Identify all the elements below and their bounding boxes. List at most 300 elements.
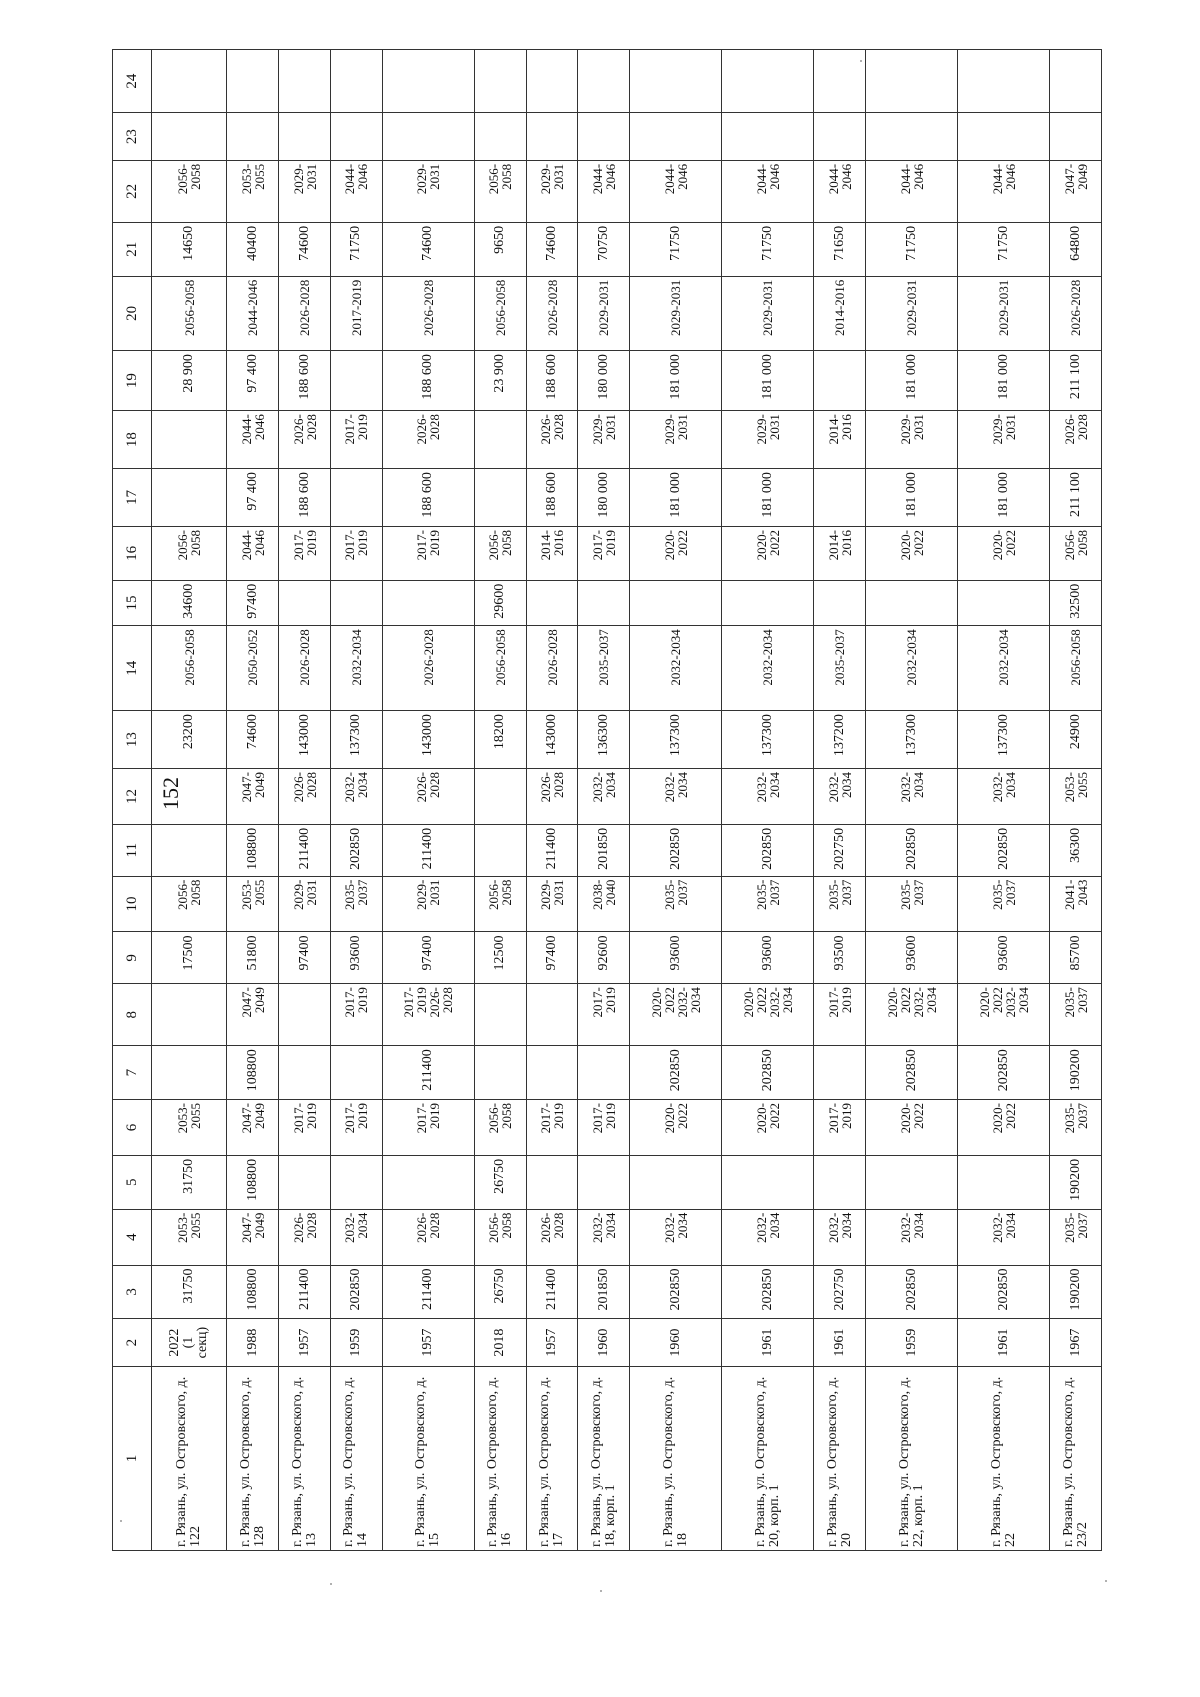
table-cell: 211400: [382, 1265, 474, 1319]
table-cell: [958, 50, 1050, 113]
table-cell: 71750: [630, 222, 722, 276]
table-cell: 2047-2049: [227, 769, 279, 825]
table-row: [526, 50, 578, 1551]
page-number-text: 152: [158, 777, 183, 810]
table-cell: [958, 1155, 1050, 1209]
table-cell: 2056-2058: [474, 1209, 526, 1265]
table-cell: 2032-2034: [578, 1209, 630, 1265]
table-cell: 2044-2046: [814, 160, 866, 222]
scan-speck: [330, 1583, 332, 1585]
table-cell: 211 100: [1050, 469, 1102, 527]
table-cell: 181 000: [866, 469, 958, 527]
table-cell: 2022 (1 секц): [152, 1319, 227, 1367]
table-cell: 2020-2022 2032-2034: [630, 984, 722, 1046]
table-cell: 2026-2028: [382, 411, 474, 469]
table-cell: [382, 50, 474, 113]
column-header: 11: [113, 824, 152, 876]
table-cell: 2035-2037: [958, 876, 1050, 932]
table-cell: 137300: [630, 711, 722, 769]
table-cell: 2044-2046: [330, 160, 382, 222]
table-cell: 2020-2022: [866, 526, 958, 580]
table-cell: 1960: [578, 1319, 630, 1367]
table-cell: [330, 50, 382, 113]
table-cell: 1959: [330, 1319, 382, 1367]
table-cell: 71750: [866, 222, 958, 276]
table-cell: 2014-2016: [526, 526, 578, 580]
table-cell: 211400: [279, 824, 331, 876]
table-cell: 2044-2046: [227, 526, 279, 580]
address-cell: г. Рязань, ул. Островского, д. 20, корп. 1: [722, 1366, 814, 1550]
table-cell: 136300: [578, 711, 630, 769]
table-cell: 51800: [227, 932, 279, 984]
table-cell: 188 600: [382, 469, 474, 527]
table-cell: 2026-2028: [279, 769, 331, 825]
table-row: [227, 50, 279, 1551]
table-cell: 2032-2034: [330, 769, 382, 825]
table-cell: [814, 1155, 866, 1209]
table-cell: 202850: [958, 1265, 1050, 1319]
table-cell: 93500: [814, 932, 866, 984]
table-cell: 188 600: [526, 351, 578, 411]
table-cell: 2041-2043: [1050, 876, 1102, 932]
column-header: 9: [113, 932, 152, 984]
table-cell: 1957: [382, 1319, 474, 1367]
table-cell: 2056-2058: [474, 626, 526, 711]
table-cell: 2029-2031: [722, 276, 814, 350]
column-header: 3: [113, 1265, 152, 1319]
table-cell: 1988: [227, 1319, 279, 1367]
table-row: [152, 50, 227, 1551]
table-cell: [330, 113, 382, 161]
table-cell: 97400: [382, 932, 474, 984]
table-cell: [474, 769, 526, 825]
table-cell: 2035-2037: [578, 626, 630, 711]
table-cell: [382, 1155, 474, 1209]
table-cell: 28 900: [152, 351, 227, 411]
table-cell: [722, 113, 814, 161]
table-cell: 2018: [474, 1319, 526, 1367]
table-cell: [866, 1155, 958, 1209]
address-cell: г. Рязань, ул. Островского, д. 18, корп. 1: [578, 1366, 630, 1550]
column-header: 6: [113, 1100, 152, 1156]
table-row: [279, 50, 331, 1551]
column-header: 10: [113, 876, 152, 932]
table-cell: [866, 113, 958, 161]
address-cell: г. Рязань, ул. Островского, д. 122: [152, 1366, 227, 1550]
table-cell: 202850: [722, 1265, 814, 1319]
table-cell: 202850: [330, 824, 382, 876]
address-cell: г. Рязань, ул. Островского, д. 14: [330, 1366, 382, 1550]
table-cell: 2029-2031: [526, 876, 578, 932]
table-cell: 2032-2034: [630, 1209, 722, 1265]
table-cell: [630, 50, 722, 113]
table-cell: 2026-2028: [1050, 411, 1102, 469]
table-cell: 2044-2046: [958, 160, 1050, 222]
table-cell: 137300: [866, 711, 958, 769]
table-cell: 2053-2055: [152, 1209, 227, 1265]
table-cell: [152, 769, 227, 825]
table-cell: [474, 984, 526, 1046]
table-cell: 2032-2034: [330, 626, 382, 711]
table-cell: [279, 50, 331, 113]
table-cell: 202850: [630, 824, 722, 876]
scan-speck: [120, 1520, 122, 1522]
table-cell: 2014-2016: [814, 276, 866, 350]
table-cell: [474, 824, 526, 876]
table-cell: 2017-2019: [330, 984, 382, 1046]
capital-repair-schedule-table: [112, 49, 1102, 1551]
table-cell: [866, 580, 958, 626]
table-cell: [578, 50, 630, 113]
column-header: 23: [113, 113, 152, 161]
table-cell: [958, 113, 1050, 161]
table-cell: [330, 469, 382, 527]
column-header: 22: [113, 160, 152, 222]
table-cell: 2032-2034: [630, 769, 722, 825]
table-cell: 2050-2052: [227, 626, 279, 711]
table-cell: [474, 50, 526, 113]
address-cell: г. Рязань, ул. Островского, д. 16: [474, 1366, 526, 1550]
table-cell: 64800: [1050, 222, 1102, 276]
table-cell: 23200: [152, 711, 227, 769]
table-cell: 1961: [722, 1319, 814, 1367]
rotated-table-wrapper: [112, 49, 1102, 1551]
table-cell: [1050, 113, 1102, 161]
table-cell: 2032-2034: [866, 626, 958, 711]
table-cell: [814, 1046, 866, 1100]
table-cell: 137300: [722, 711, 814, 769]
table-cell: [578, 580, 630, 626]
table-cell: [279, 1155, 331, 1209]
table-cell: 2032-2034: [814, 1209, 866, 1265]
table-cell: 108800: [227, 824, 279, 876]
table-cell: [330, 580, 382, 626]
table-cell: 1961: [958, 1319, 1050, 1367]
table-cell: 181 000: [722, 469, 814, 527]
table-cell: 108800: [227, 1046, 279, 1100]
table-cell: 2017-2019: [814, 984, 866, 1046]
table-cell: 202850: [630, 1046, 722, 1100]
table-cell: 181 000: [630, 351, 722, 411]
table-cell: 40400: [227, 222, 279, 276]
table-cell: 201850: [578, 824, 630, 876]
table-cell: 2056-2058: [1050, 526, 1102, 580]
table-cell: [474, 113, 526, 161]
table-row: [1050, 50, 1102, 1551]
table-cell: 2020-2022: [958, 1100, 1050, 1156]
table-row: [474, 50, 526, 1551]
table-cell: 2053-2055: [152, 1100, 227, 1156]
column-header: 5: [113, 1155, 152, 1209]
table-row: [814, 50, 866, 1551]
table-cell: 2020-2022 2032-2034: [866, 984, 958, 1046]
table-cell: 2029-2031: [630, 411, 722, 469]
table-cell: 36300: [1050, 824, 1102, 876]
table-cell: 2026-2028: [382, 276, 474, 350]
table-cell: 2035-2037: [330, 876, 382, 932]
table-cell: 97400: [526, 932, 578, 984]
table-cell: [1050, 50, 1102, 113]
table-cell: 2029-2031: [866, 276, 958, 350]
table-cell: 2026-2028: [526, 769, 578, 825]
scan-speck: [600, 1590, 602, 1592]
table-cell: 108800: [227, 1155, 279, 1209]
table-cell: 2026-2028: [382, 1209, 474, 1265]
table-row: [722, 50, 814, 1551]
table-cell: 71750: [330, 222, 382, 276]
table-cell: 2026-2028: [279, 1209, 331, 1265]
column-header: 4: [113, 1209, 152, 1265]
table-cell: 2026-2028: [526, 626, 578, 711]
table-cell: 97400: [227, 580, 279, 626]
table-cell: 2029-2031: [722, 411, 814, 469]
table-cell: 181 000: [630, 469, 722, 527]
table-cell: 92600: [578, 932, 630, 984]
table-cell: 211400: [526, 1265, 578, 1319]
table-cell: 2035-2037: [814, 626, 866, 711]
table-cell: 97400: [279, 932, 331, 984]
table-cell: 71750: [958, 222, 1050, 276]
table-cell: 2014-2016: [814, 411, 866, 469]
table-cell: 2056-2058: [152, 876, 227, 932]
table-cell: 2032-2034: [958, 626, 1050, 711]
table-cell: [330, 351, 382, 411]
table-cell: 2044-2046: [630, 160, 722, 222]
table-cell: 2032-2034: [866, 1209, 958, 1265]
table-row: [866, 50, 958, 1551]
table-body: [113, 50, 1102, 1551]
table-cell: 1959: [866, 1319, 958, 1367]
table-cell: 9650: [474, 222, 526, 276]
table-cell: 2029-2031: [866, 411, 958, 469]
table-cell: 2017-2019: [279, 526, 331, 580]
table-cell: 2044-2046: [866, 160, 958, 222]
table-cell: 2017-2019: [578, 1100, 630, 1156]
table-cell: 202850: [958, 1046, 1050, 1100]
column-header: 21: [113, 222, 152, 276]
table-cell: 2029-2031: [526, 160, 578, 222]
table-cell: [814, 351, 866, 411]
table-cell: 26750: [474, 1265, 526, 1319]
table-cell: 93600: [866, 932, 958, 984]
table-cell: 31750: [152, 1265, 227, 1319]
address-cell: г. Рязань, ул. Островского, д. 20: [814, 1366, 866, 1550]
table-cell: [526, 1155, 578, 1209]
table-cell: 2017-2019: [382, 526, 474, 580]
table-cell: 188 600: [279, 469, 331, 527]
table-row: [630, 50, 722, 1551]
table-cell: 93600: [630, 932, 722, 984]
table-cell: [382, 113, 474, 161]
table-cell: 2032-2034: [578, 769, 630, 825]
column-header: 20: [113, 276, 152, 350]
table-cell: [152, 50, 227, 113]
table-cell: 2029-2031: [630, 276, 722, 350]
table-cell: 181 000: [958, 351, 1050, 411]
table-cell: 2053-2055: [227, 160, 279, 222]
table-cell: [814, 113, 866, 161]
table-cell: 2056-2058: [474, 276, 526, 350]
column-header: 18: [113, 411, 152, 469]
address-cell: г. Рязань, ул. Островского, д. 13: [279, 1366, 331, 1550]
table-cell: 2056-2058: [474, 526, 526, 580]
column-header: 12: [113, 769, 152, 825]
table-cell: 2032-2034: [958, 1209, 1050, 1265]
address-cell: г. Рязань, ул. Островского, д. 22: [958, 1366, 1050, 1550]
table-cell: 2035-2037: [1050, 1209, 1102, 1265]
table-cell: 2032-2034: [958, 769, 1050, 825]
table-cell: 2056-2058: [1050, 626, 1102, 711]
table-cell: [866, 50, 958, 113]
table-cell: [152, 824, 227, 876]
table-cell: 2032-2034: [330, 1209, 382, 1265]
table-cell: 202850: [630, 1265, 722, 1319]
table-cell: 2047-2049: [227, 1209, 279, 1265]
table-cell: 93600: [958, 932, 1050, 984]
column-header: 14: [113, 626, 152, 711]
table-cell: 1960: [630, 1319, 722, 1367]
table-cell: 2017-2019: [578, 526, 630, 580]
table-cell: 29600: [474, 580, 526, 626]
table-cell: 202750: [814, 1265, 866, 1319]
table-cell: 2017-2019: [578, 984, 630, 1046]
table-cell: 2026-2028: [279, 276, 331, 350]
table-cell: 2026-2028: [279, 626, 331, 711]
table-cell: 2017-2019 2026-2028: [382, 984, 474, 1046]
table-cell: 2014-2016: [814, 526, 866, 580]
table-cell: 190200: [1050, 1155, 1102, 1209]
table-cell: [152, 411, 227, 469]
table-cell: 2020-2022: [958, 526, 1050, 580]
column-header: 16: [113, 526, 152, 580]
table-cell: 74600: [382, 222, 474, 276]
table-cell: 12500: [474, 932, 526, 984]
table-cell: 2020-2022 2032-2034: [958, 984, 1050, 1046]
table-cell: 71650: [814, 222, 866, 276]
table-cell: [526, 113, 578, 161]
table-cell: 188 600: [382, 351, 474, 411]
table-cell: 137300: [958, 711, 1050, 769]
table-cell: 2017-2019: [330, 1100, 382, 1156]
table-cell: 2026-2028: [382, 626, 474, 711]
table-cell: [578, 1046, 630, 1100]
table-cell: 2029-2031: [279, 160, 331, 222]
table-cell: [630, 1155, 722, 1209]
table-cell: 2020-2022: [722, 526, 814, 580]
table-cell: [279, 580, 331, 626]
table-cell: 2038-2040: [578, 876, 630, 932]
table-cell: 2020-2022: [866, 1100, 958, 1156]
table-cell: 190200: [1050, 1265, 1102, 1319]
table-cell: 2029-2031: [279, 876, 331, 932]
table-cell: 26750: [474, 1155, 526, 1209]
table-cell: 2056-2058: [474, 160, 526, 222]
table-cell: [152, 113, 227, 161]
table-cell: 74600: [279, 222, 331, 276]
table-cell: 2035-2037: [630, 876, 722, 932]
table-cell: 211400: [382, 824, 474, 876]
table-cell: 2029-2031: [958, 276, 1050, 350]
table-cell: 2017-2019: [526, 1100, 578, 1156]
column-header: 17: [113, 469, 152, 527]
table-cell: 2029-2031: [578, 411, 630, 469]
column-header: 1: [113, 1366, 152, 1550]
table-cell: 202850: [866, 824, 958, 876]
table-cell: 2047-2049: [227, 984, 279, 1046]
table-cell: [227, 50, 279, 113]
table-cell: 17500: [152, 932, 227, 984]
column-header: 13: [113, 711, 152, 769]
table-cell: 2017-2019: [382, 1100, 474, 1156]
table-cell: 190200: [1050, 1046, 1102, 1100]
table-cell: 23 900: [474, 351, 526, 411]
table-cell: [722, 50, 814, 113]
table-cell: 74600: [526, 222, 578, 276]
table-cell: 2044-2046: [227, 411, 279, 469]
table-cell: [526, 50, 578, 113]
table-cell: [227, 113, 279, 161]
table-cell: 202750: [814, 824, 866, 876]
table-cell: 137200: [814, 711, 866, 769]
table-cell: 143000: [279, 711, 331, 769]
table-cell: [526, 580, 578, 626]
table-cell: [526, 984, 578, 1046]
table-cell: [814, 50, 866, 113]
table-cell: [474, 1046, 526, 1100]
table-cell: 2029-2031: [578, 276, 630, 350]
table-cell: [279, 984, 331, 1046]
table-cell: 211 100: [1050, 351, 1102, 411]
table-cell: 14650: [152, 222, 227, 276]
table-cell: 32500: [1050, 580, 1102, 626]
table-cell: 2056-2058: [474, 876, 526, 932]
table-cell: 211400: [526, 824, 578, 876]
table-cell: [330, 1155, 382, 1209]
table-cell: 1957: [279, 1319, 331, 1367]
header-row: [113, 50, 152, 1551]
table-cell: [578, 113, 630, 161]
table-cell: 181 000: [722, 351, 814, 411]
table-cell: 1961: [814, 1319, 866, 1367]
column-header: 8: [113, 984, 152, 1046]
table-cell: 2044-2046: [578, 160, 630, 222]
table-cell: [722, 1155, 814, 1209]
table-cell: 2053-2055: [227, 876, 279, 932]
column-header: 19: [113, 351, 152, 411]
table-cell: 2035-2037: [866, 876, 958, 932]
table-cell: [722, 580, 814, 626]
table-cell: 188 600: [526, 469, 578, 527]
table-cell: 2032-2034: [722, 769, 814, 825]
table-cell: 2017-2019: [279, 1100, 331, 1156]
table-cell: 108800: [227, 1265, 279, 1319]
table-cell: 2026-2028: [526, 1209, 578, 1265]
table-cell: 70750: [578, 222, 630, 276]
table-cell: 2032-2034: [630, 626, 722, 711]
table-cell: 2032-2034: [722, 1209, 814, 1265]
table-cell: 74600: [227, 711, 279, 769]
table-cell: 2026-2028: [526, 276, 578, 350]
table-cell: 202850: [330, 1265, 382, 1319]
table-row: [330, 50, 382, 1551]
table-cell: 2032-2034: [814, 769, 866, 825]
table-cell: 201850: [578, 1265, 630, 1319]
table-cell: [814, 580, 866, 626]
table-cell: 2017-2019: [330, 526, 382, 580]
table-cell: 202850: [866, 1265, 958, 1319]
table-cell: 211400: [279, 1265, 331, 1319]
column-header: 24: [113, 50, 152, 113]
